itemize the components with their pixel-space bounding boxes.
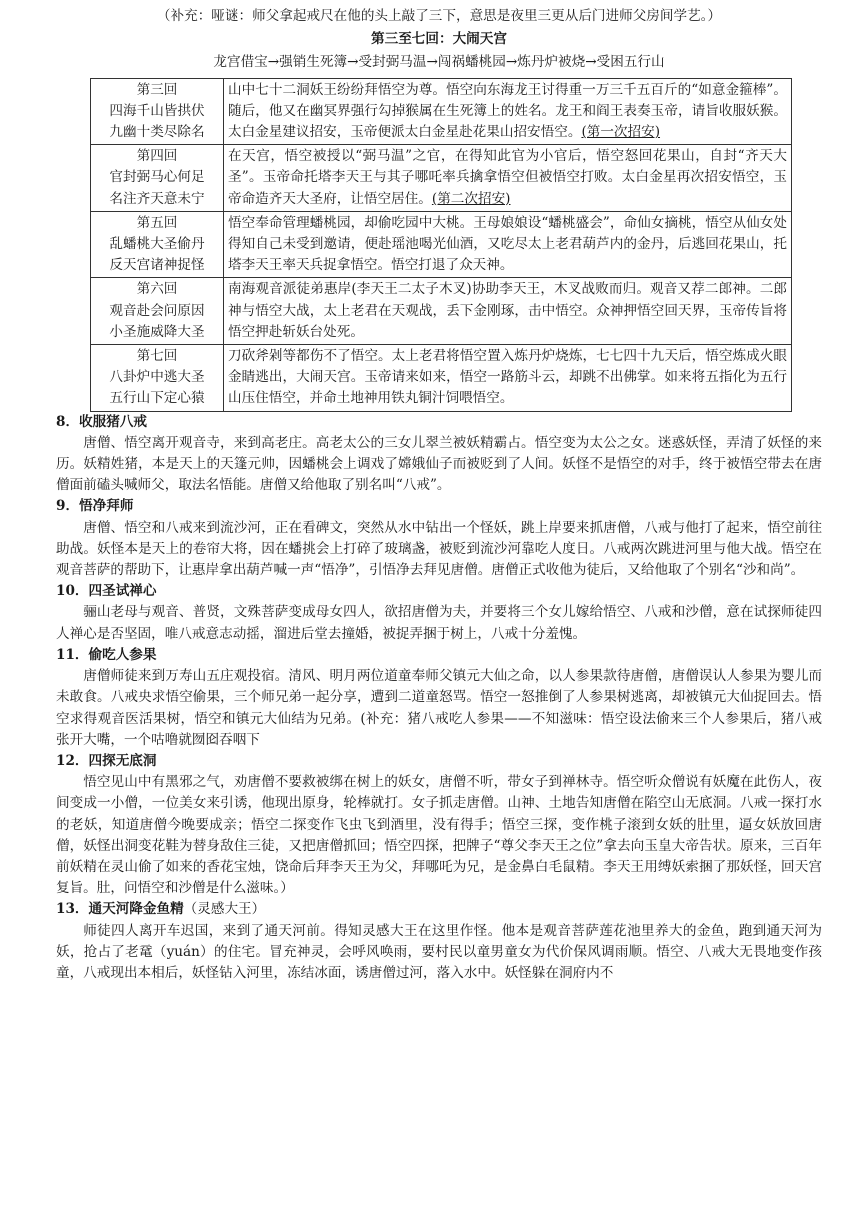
chapter-name-cell xyxy=(91,211,224,278)
chapters-table xyxy=(90,78,792,412)
chapter-couplet-1: 官封弼马心何足 xyxy=(109,169,205,186)
section-title: 第三至七回：大闹天宫 xyxy=(371,31,507,48)
plot-flow: 龙宫借宝→强销生死簿→受封弼马温→闯祸蟠桃园→炼丹炉被烧→受困五行山 xyxy=(213,54,665,71)
chapter-summary: 刀砍斧剁等都伤不了悟空。太上老君将悟空置入炼丹炉烧炼，七七四十九天后，悟空炼成火眼金睛逃出，大闹天宫。玉帝请来如来，悟空一路筋斗云，却跳不出佛掌。如来将五指化为五行山压住悟空，并命土地神用铁丸铜汁饲喂悟空。 xyxy=(228,348,787,407)
chapter-summary-cell xyxy=(224,145,792,212)
section-heading: 11．偷吃人参果 xyxy=(56,646,157,663)
chapter-couplet-2: 五行山下定心猿 xyxy=(109,390,205,407)
section-heading: 12．四探无底洞 xyxy=(56,752,157,769)
section-body: 唐僧、悟空和八戒来到流沙河，正在看碑文，突然从水中钻出一个怪妖，跳上岸要来抓唐僧，八戒与他打了起来，悟空前往助战。妖怪本是天上的卷帘大将，因在蟠挑会上打碎了玻璃盏，被贬到流沙河靠吃人度日。八戒两次跳进河里与他大战。悟空在观音菩萨的帮助下，让惠岸拿出葫芦喊一声“悟净”，引悟净去拜见唐僧。唐僧正式收他为徒后，又给他取了个别名“沙和尚”。 xyxy=(56,519,822,579)
chapter-summary-cell xyxy=(224,345,792,412)
chapter-number: 第四回 xyxy=(136,148,178,165)
table-row xyxy=(91,145,792,212)
section-heading: 10．四圣试禅心 xyxy=(56,583,157,600)
section-heading: 9．悟净拜师 xyxy=(56,498,134,515)
chapter-couplet-1: 四海千山皆拱伏 xyxy=(109,102,205,119)
table-row xyxy=(91,211,792,278)
chapter-summary: 悟空奉命管理蟠桃园，却偷吃园中大桃。王母娘娘设“蟠桃盛会”，命仙女摘桃，悟空从仙女处得知自己未受到邀请，便赴瑶池喝光仙酒，又吃尽太上老君葫芦内的金丹，后逃回花果山，托塔李天王率天兵捉拿悟空。悟空打退了众天神。 xyxy=(228,214,787,274)
chapter-summary: 山中七十二洞妖王纷纷拜悟空为尊。悟空向东海龙王讨得重一万三千五百斤的“如意金箍棒”。随后，他又在幽冥界强行勾掉猴属在生死簿上的姓名。龙王和阎王表奏玉帝，请旨收服妖猴。太白金星建议招安，玉帝便派太白金星赴花果山招安悟空。 xyxy=(228,81,787,141)
chapter-summary-cell xyxy=(224,211,792,278)
chapter-couplet-2: 小圣施威降大圣 xyxy=(109,323,205,340)
chapter-name-cell xyxy=(91,278,224,345)
chapter-name-cell xyxy=(91,145,224,212)
supplement-note: （补充：哑谜：师父拿起戒尺在他的头上敲了三下，意思是夜里三更从后门进师父房间学艺。） xyxy=(156,8,722,24)
chapter-note: (第二次招安) xyxy=(431,190,511,207)
chapter-summary-cell xyxy=(224,78,792,145)
chapter-number: 第三回 xyxy=(136,81,178,98)
section-heading-with-sub xyxy=(56,899,822,920)
table-row xyxy=(91,345,792,412)
table-row xyxy=(91,78,792,145)
section-body: 骊山老母与观音、普贤，文殊菩萨变成母女四人，欲招唐僧为夫，并要将三个女儿嫁给悟空、八戒和沙僧，意在试探师徒四人禅心是否坚固，唯八戒意志动摇，溜进后堂去撞婚，被捉弄捆于树上，八戒十分羞愧。 xyxy=(56,604,822,642)
chapter-couplet-1: 乱蟠桃大圣偷丹 xyxy=(109,236,205,253)
chapter-note: (第一次招安) xyxy=(581,124,661,141)
chapter-summary: 在天宫，悟空被授以“弼马温”之官，在得知此官为小官后，悟空怒回花果山，自封“齐天大圣”。玉帝命托塔李天王与其子哪吒率兵擒拿悟空但被悟空打败。太白金星再次招安悟空，玉帝命造齐天大圣府，让悟空居住。 xyxy=(228,148,787,207)
section-body: 悟空见山中有黑邪之气，劝唐僧不要救被绑在树上的妖女，唐僧不听，带女子到禅林寺。悟空听众僧说有妖魔在此伤人，夜间变成一小僧，一位美女来引诱，他现出原身，轮棒就打。女子抓走唐僧。山神、土地告知唐僧在陷空山无底洞。八戒一探打水的老妖，知道唐僧今晚要成亲；悟空二探变作飞虫飞到酒里，没有得手；悟空三探，变作桃子滚到女妖的肚里，逼女妖放回唐僧，妖怪出洞变花鞋为替身敌住三徒，又把唐僧抓回；悟空四探，把牌子“尊父李天王之位”拿去向玉皇大帝告状。原来，三百年前妖精在灵山偷了如来的香花宝烛，饶命后拜李天王为父，拜哪吒为兄，是金鼻白毛鼠精。李天王用缚妖索捆了那妖怪，回天宫复旨。肚，问悟空和沙僧是什么滋味。） xyxy=(56,774,822,897)
chapter-number: 第六回 xyxy=(136,281,178,298)
chapter-name-cell xyxy=(91,78,224,145)
chapter-number: 第五回 xyxy=(136,214,178,231)
table-row xyxy=(91,278,792,345)
chapter-number: 第七回 xyxy=(136,348,178,365)
section-body: 师徒四人离开车迟国，来到了通天河前。得知灵感大王在这里作怪。他本是观音菩萨莲花池里养大的金鱼，跑到通天河为妖，抢占了老鼋（yuán）的住宅。冒充神灵，会呼风唤雨，要村民以童男童女为代价保风调雨顺。悟空、八戒大无畏地变作孩童，八戒现出本相后，妖怪钻入河里，冻结冰面，诱唐僧过河，落入水中。妖怪躲在洞府内不 xyxy=(56,922,822,981)
chapter-couplet-1: 观音赴会问原因 xyxy=(109,302,205,319)
chapter-couplet-2: 九幽十类尽除名 xyxy=(109,124,205,141)
section-subheading: （灵感大王） xyxy=(183,901,266,918)
section-heading: 8．收服猪八戒 xyxy=(56,413,148,430)
chapter-couplet-1: 八卦炉中逃大圣 xyxy=(109,369,205,386)
document-page xyxy=(56,2,822,984)
chapter-couplet-2: 反天宫诸神捉怪 xyxy=(109,257,205,274)
chapter-couplet-2: 名注齐天意未宁 xyxy=(109,190,205,207)
section-body: 唐僧、悟空离开观音寺，来到高老庄。高老太公的三女儿翠兰被妖精霸占。悟空变为太公之女。迷惑妖怪，弄清了妖怪的来历。妖精姓猪，本是天上的天篷元帅，因蟠桃会上调戏了嫦娥仙子而被贬到了人间。妖怪不是悟空的对手，终于被悟空带去在唐僧面前磕头喊师父，取法名悟能。唐僧又给他取了别名叫“八戒”。 xyxy=(56,434,822,494)
section-heading: 13．通天河降金鱼精 xyxy=(56,901,184,918)
section-body: 唐僧师徒来到万寿山五庄观投宿。清风、明月两位道童奉师父镇元大仙之命，以人参果款待唐僧，唐僧误认人参果为婴儿而未敢食。八戒央求悟空偷果，三个师兄弟一起分享，遭到二道童怒骂。悟空一怒推倒了人参果树逃离，却被镇元大仙捉回去。悟空求得观音医活果树，悟空和镇元大仙结为兄弟。(补充：猪八戒吃人参果——不知滋味：悟空设法偷来三个人参果后，猪八戒张开大嘴，一个咕噜就囫囵吞咽下 xyxy=(56,668,822,748)
chapter-name-cell xyxy=(91,345,224,412)
chapter-summary-cell xyxy=(224,278,792,345)
chapter-summary: 南海观音派徒弟惠岸(李天王二太子木叉)协助李天王，木叉战败而归。观音又荐二郎神。二郎神与悟空大战，太上老君在天观战，丢下金刚琢，击中悟空。众神押悟空回天界，玉帝传旨将悟空押赴斩妖台处死。 xyxy=(228,281,787,340)
